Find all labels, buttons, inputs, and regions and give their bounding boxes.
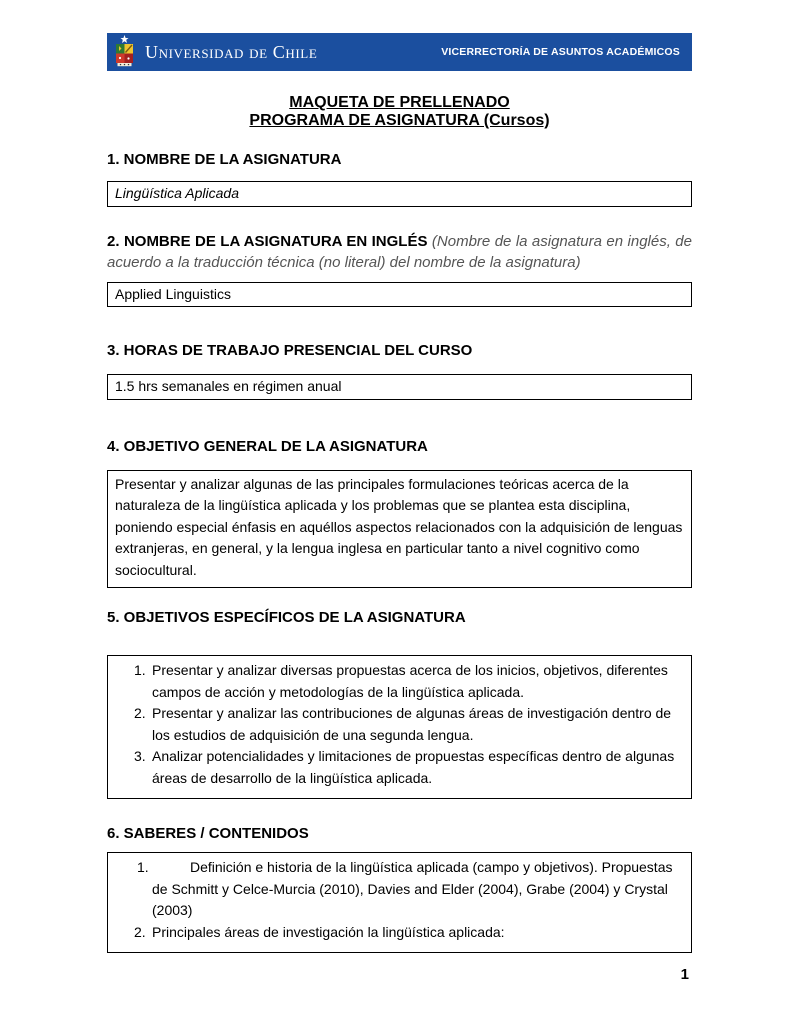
section-2-heading xyxy=(107,231,692,273)
list-item-text: Definición e historia de la lingüística aplicada (campo y objetivos). Propuestas de Schmitt y Celce-Murcia (2010), Davies and Elder (2004), Grabe (2004) y Crystal (2003) xyxy=(152,859,673,918)
content-item xyxy=(108,857,684,922)
list-item-number: 3. xyxy=(134,748,146,764)
specific-objective-item xyxy=(108,746,684,789)
specific-objective-item xyxy=(108,703,684,746)
content-item xyxy=(108,922,684,944)
list-item-number: 2. xyxy=(134,705,146,721)
document-title xyxy=(107,94,692,130)
section-1-value-box xyxy=(107,181,692,207)
section-4-heading: 4. OBJETIVO GENERAL DE LA ASIGNATURA xyxy=(107,437,428,455)
list-item-text: Presentar y analizar diversas propuestas acerca de los inicios, objetivos, diferentes campos de acción y metodologías de la lingüística aplicada. xyxy=(152,662,668,700)
section-2-heading-note: (Nombre de la asignatura en inglés, de acuerdo a la traducción técnica (no literal) del nombre de la asignatura) xyxy=(107,232,692,271)
list-item-text: Analizar potencialidades y limitaciones de propuestas específicas dentro de algunas áreas de desarrollo de la lingüística aplicada. xyxy=(152,748,675,786)
section-6-heading: 6. SABERES / CONTENIDOS xyxy=(107,825,309,842)
section-5-heading: 5. OBJETIVOS ESPECÍFICOS DE LA ASIGNATURA xyxy=(107,609,466,626)
university-name: Universidad de Chile xyxy=(145,42,318,62)
section-5-value-box xyxy=(107,655,692,799)
course-name-value: Lingüística Aplicada xyxy=(115,185,240,201)
university-brand xyxy=(113,34,317,70)
specific-objective-item xyxy=(108,660,684,703)
document-page xyxy=(107,0,692,953)
section-2-value-box xyxy=(107,282,692,308)
section-6-value-box xyxy=(107,852,692,953)
list-item-text: Presentar y analizar las contribuciones de algunas áreas de investigación dentro de los estudios de adquisición de una segunda lengua. xyxy=(152,705,672,743)
list-item-text: Principales áreas de investigación la lingüística aplicada: xyxy=(152,923,505,940)
document-title-line2: PROGRAMA DE ASIGNATURA (Cursos) xyxy=(249,112,550,129)
university-crest-icon xyxy=(113,34,136,70)
section-4-value-box xyxy=(107,470,692,589)
section-1-heading: 1. NOMBRE DE LA ASIGNATURA xyxy=(107,151,342,168)
section-3-value-box xyxy=(107,374,692,400)
general-objective-text: Presentar y analizar algunas de las principales formulaciones teóricas acerca de la naturaleza de la lingüística aplicada y los problemas que se plantea esta disciplina, poniendo especial énfasis en aquéllos aspectos relacionados con la adquisición de lenguas extranjeras, en general, y la lengua inglesa en particular tanto a nivel cognitivo como sociocultural. xyxy=(115,475,683,578)
page-number: 1 xyxy=(680,966,689,983)
list-item-number: 1. xyxy=(137,859,149,875)
section-3-heading: 3. HORAS DE TRABAJO PRESENCIAL DEL CURSO xyxy=(107,342,473,359)
document-title-line1: MAQUETA DE PRELLENADO xyxy=(289,94,510,111)
header-bar xyxy=(107,33,692,71)
course-name-english-value: Applied Linguistics xyxy=(115,285,231,302)
course-hours-value: 1.5 hrs semanales en régimen anual xyxy=(115,378,342,394)
list-item-number: 2. xyxy=(134,923,146,940)
section-2-heading-text: 2. NOMBRE DE LA ASIGNATURA EN INGLÉS xyxy=(107,232,432,250)
list-item-number: 1. xyxy=(134,662,146,678)
office-name: VICERRECTORÍA DE ASUNTOS ACADÉMICOS xyxy=(441,46,680,58)
